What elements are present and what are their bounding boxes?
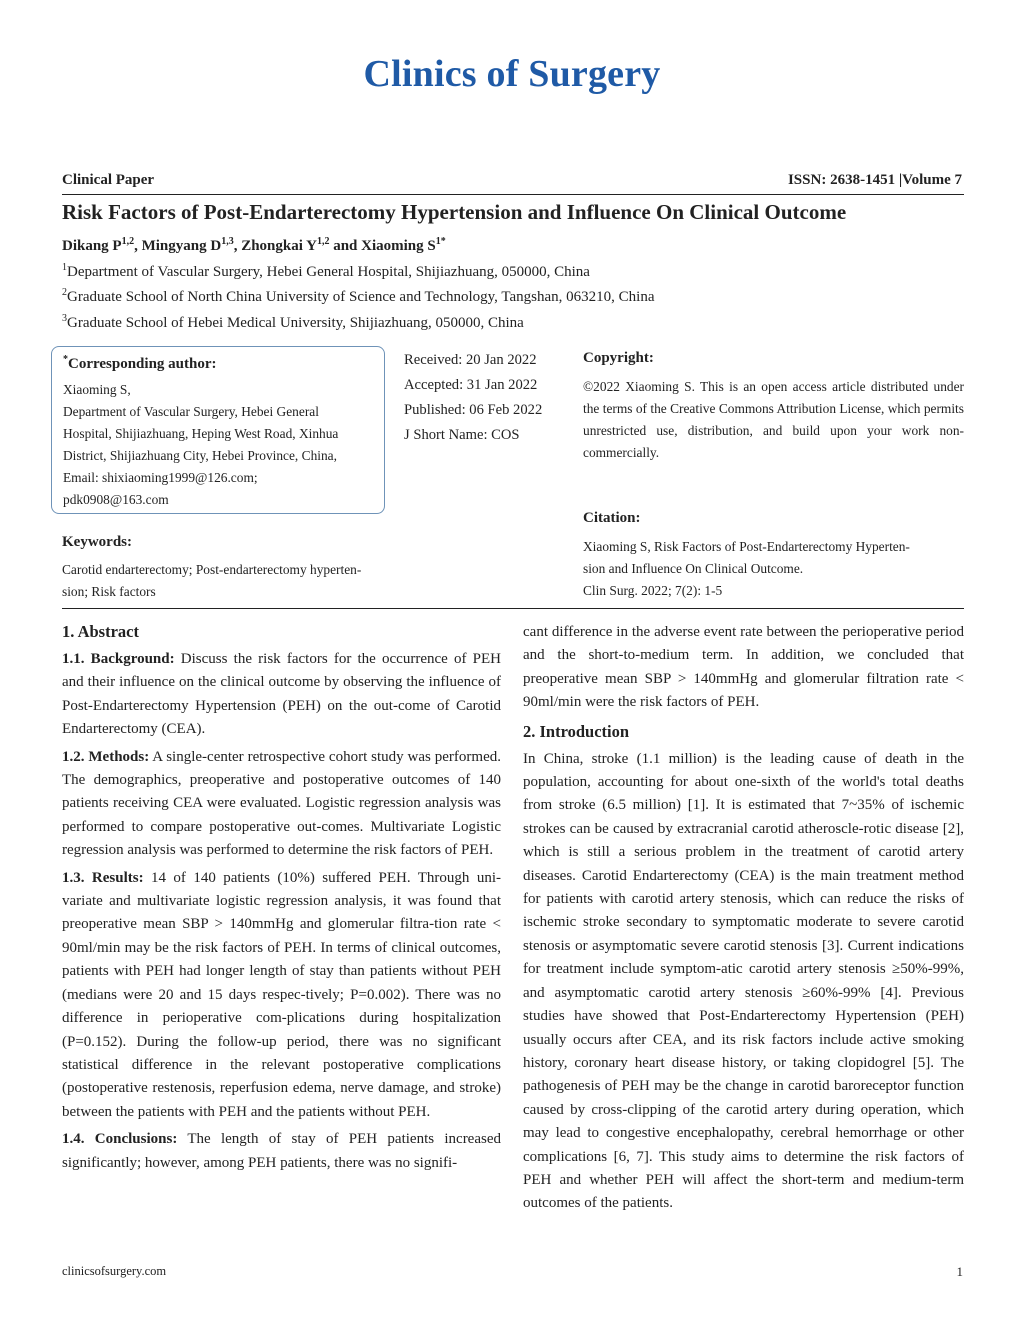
author-affil-sup: 1,2 [121, 236, 135, 247]
keywords-heading: Keywords: [62, 534, 132, 550]
affil-text: Department of Vascular Surgery, Hebei General Hospital, Shijiazhuang, 050000, China [67, 264, 590, 280]
journal-title: Clinics of Surgery [363, 53, 661, 95]
page-number: 1 [956, 1264, 963, 1279]
copyright-heading: Copyright: [583, 350, 654, 366]
author: Xiaoming S [361, 238, 436, 254]
corresponding-author-details [63, 379, 379, 511]
corr-star: * [63, 354, 68, 365]
header-rule [62, 194, 964, 195]
abstract-results [62, 867, 501, 1124]
author-affil-sup: 1* [435, 236, 446, 247]
abstract-conclusions [62, 1128, 501, 1175]
author-affil-sup: 1,2 [316, 236, 330, 247]
author: Zhongkai Y [241, 238, 317, 254]
abstract-background [62, 648, 501, 742]
corr-line: Hospital, Shijiazhuang, Heping West Road, Xinhua [63, 426, 339, 441]
citation-line: Clin Surg. 2022; 7(2): 1-5 [583, 583, 723, 598]
author-sep: and [329, 238, 362, 254]
right-column [523, 621, 964, 1220]
citation-text [583, 536, 964, 602]
author-sep: , [233, 238, 242, 254]
abstract-heading: 1. Abstract [62, 622, 139, 641]
author-sep: , [134, 238, 142, 254]
corr-heading-text: Corresponding author: [68, 356, 217, 372]
affiliation-3 [62, 313, 524, 332]
affil-sup: 2 [62, 287, 67, 298]
affiliation-1 [62, 262, 590, 281]
citation-heading: Citation: [583, 510, 641, 526]
citation-line: Xiaoming S, Risk Factors of Post-Endarterectomy Hyperten- [583, 539, 910, 554]
author: Mingyang D [141, 238, 222, 254]
background-label: 1.1. Background: [62, 651, 175, 667]
paper-title: Risk Factors of Post-Endarterectomy Hypertension and Influence On Clinical Outcome [62, 200, 847, 224]
keywords-line: sion; Risk factors [62, 584, 156, 599]
affil-sup: 3 [62, 313, 67, 324]
introduction-heading: 2. Introduction [523, 721, 630, 741]
corr-email: pdk0908@163.com [63, 492, 169, 507]
introduction-text: In China, stroke (1.1 million) is the leading cause of death in the population, accounting for about one-sixth of the world's total deaths from stroke (6.5 million) [1]. It is estimated that 7~35% of ischemic strokes can be caused by extracranial carotid atheroscle-rotic disease [2], which is still a serious problem in the treatment of carotid artery diseases. Carotid Endarterectomy (CEA) is the main treatment method for patients with carotid artery stenosis, which can reduce the risks of ischemic stroke secondary to symptomatic moderate to severe carotid stenosis or asymptomatic severe carotid stenosis [3]. Current indications for treatment include symptom-atic carotid artery stenosis ≥50%-99%, and asymptomatic carotid artery stenosis ≥60%-99% [4]. Previous studies have showed that Post-Endarterectomy Hypertension (PEH) usually occurs after CEA, and its risk factors include active smoking history, coronary heart disease history, or taking clopidogrel [5]. The pathogenesis of PEH may be the change in carotid baroreceptor function caused by cross-clipping of the carotid artery during operation, which may lead to congestive encephalopathy, cerebral hemorrhage or other complications [6, 7]. This study aims to determine the risk factors of PEH and whether PEH will affect the short-term and medium-term outcomes of the patients. [523, 750, 964, 1212]
affil-text: Graduate School of Hebei Medical University, Shijiazhuang, 050000, China [67, 315, 524, 331]
keywords-line: Carotid endarterectomy; Post-endarterectomy hyperten- [62, 562, 362, 577]
abstract-methods [62, 746, 501, 863]
conclusions-continued: cant difference in the adverse event rate between the perioperative period and the short-to-medium term. In addition, we concluded that preoperative mean SBP > 140mmHg and glomerular filtration rate < 90ml/min were the risk factors of PEH. [523, 624, 964, 711]
affil-text: Graduate School of North China University of Science and Technology, Tangshan, 063210, China [67, 289, 655, 305]
copyright-text: ©2022 Xiaoming S. This is an open access article distributed under the terms of the Creative Commons Attribution License, which permits unrestricted use, distribution, and build upon your work non-commercially. [583, 379, 964, 460]
author: Dikang P [62, 238, 122, 254]
author-affil-sup: 1,3 [221, 236, 234, 247]
background-text: Discuss the risk factors for the occurrence of PEH and their influence on the clinical outcome by observing the influence of Post-Endarterectomy Hypertension (PEH) on the out-come of Carotid Endarterectomy (CEA). [62, 651, 502, 738]
results-label: 1.3. Results: [62, 869, 144, 886]
published-date: Published: 06 Feb 2022 [404, 402, 543, 418]
conclusions-label: 1.4. Conclusions: [62, 1131, 178, 1148]
corr-line: District, Shijiazhuang City, Hebei Province, China, [63, 448, 337, 463]
methods-text: A single-center retrospective cohort study was performed. The demographics, preoperative and postoperative outcomes of 140 patients receiving CEA were evaluated. Logistic regression analysis was performed to compare postoperative out-comes. Multivariate Logistic regression analysis was performed to determine the risk factors of PEH. [62, 748, 501, 859]
accepted-date: Accepted: 31 Jan 2022 [404, 377, 538, 393]
footer-website: clinicsofsurgery.com [62, 1264, 167, 1278]
corr-email: Email: shixiaoming1999@126.com; [63, 470, 258, 485]
section-rule [62, 608, 964, 609]
results-text: 14 of 140 patients (10%) suffered PEH. Through uni-variate and multivariate logistic regression analysis, it was found that preoperative mean SBP > 140mmHg and glomerular filtra-tion rate < 90ml/min may be the risk factors of PEH. In terms of clinical outcomes, patients with PEH had longer length of stay than patients without PEH (medians were 20 and 15 days respec-tively; P=0.002). There was no difference in perioperative com-plications during hospitalization (P=0.152). During the follow-up period, there was no significant statistical difference in the relevant postoperative complications (postoperative restenosis, reperfusion edema, nerve damage, and stroke) between the patients with PEH and the patients without PEH. [62, 869, 502, 1120]
left-column [62, 621, 501, 1179]
citation-line: sion and Influence On Clinical Outcome. [583, 561, 804, 576]
received-date: Received: 20 Jan 2022 [404, 352, 537, 368]
keywords-text [62, 559, 402, 603]
journal-short-name: J Short Name: COS [404, 427, 520, 443]
author-list [62, 236, 446, 255]
corresponding-author-heading [63, 354, 217, 373]
methods-label: 1.2. Methods: [62, 748, 150, 765]
corr-line: Department of Vascular Surgery, Hebei General [63, 404, 319, 419]
article-type: Clinical Paper [62, 172, 155, 188]
corr-line: Xiaoming S, [63, 382, 131, 397]
affil-sup: 1 [62, 262, 67, 273]
conclusions-text: The length of stay of PEH patients increased significantly; however, among PEH patients, there was no signifi- [62, 1131, 501, 1171]
article-dates [404, 348, 542, 448]
issn-volume: ISSN: 2638-1451 |Volume 7 [787, 172, 962, 188]
affiliation-2 [62, 287, 655, 306]
